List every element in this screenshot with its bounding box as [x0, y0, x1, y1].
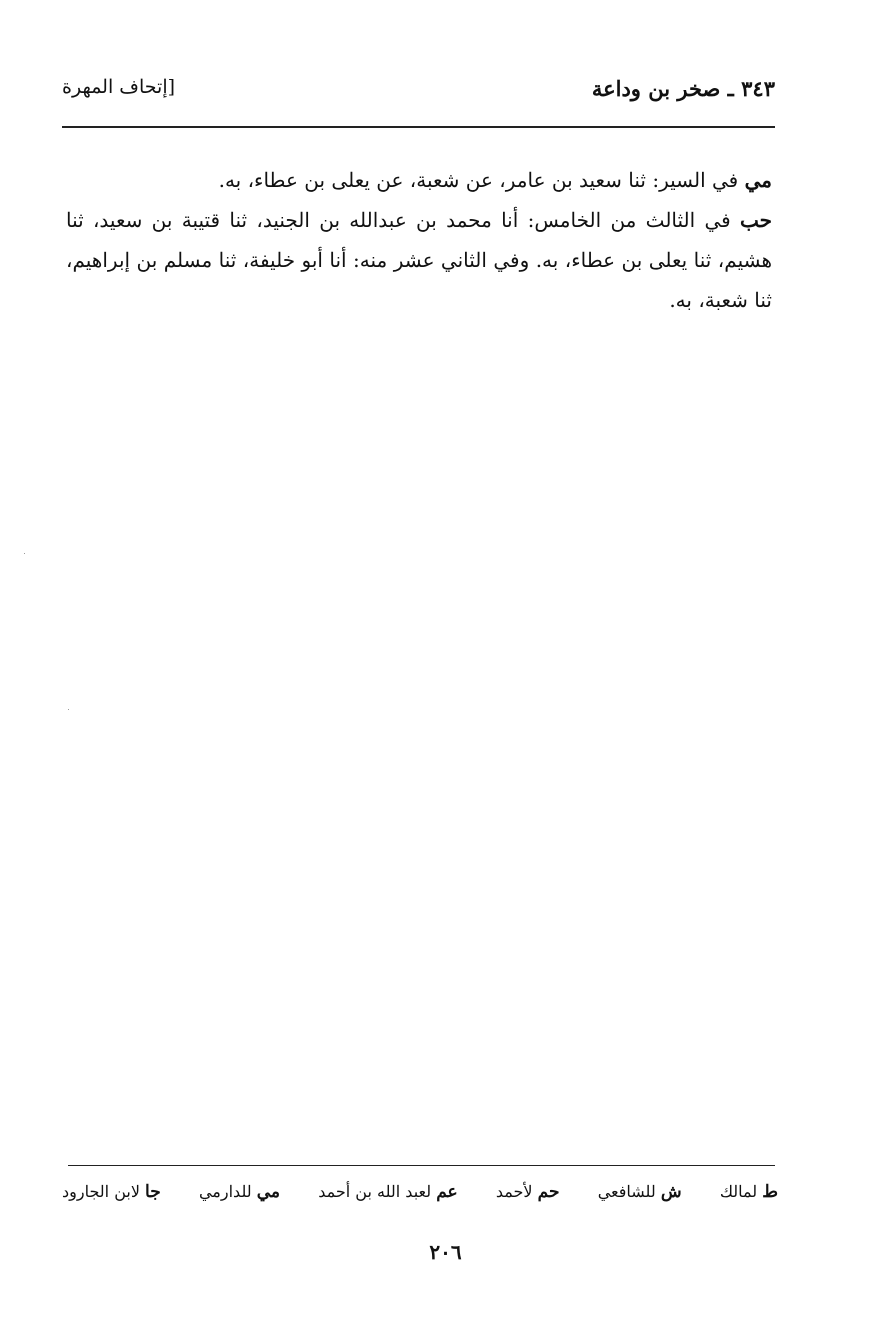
abbreviation-name: لمالك	[719, 1182, 758, 1201]
abbreviation-code: عم	[436, 1182, 458, 1202]
header-divider	[62, 126, 775, 128]
abbreviation-name: للشافعي	[597, 1182, 656, 1201]
abbreviation-key	[62, 1182, 778, 1202]
paragraph-darimi	[66, 160, 772, 200]
entry-title: ٣٤٣ ـ صخر بن وداعة	[591, 76, 775, 101]
abbreviation-name: لابن الجارود	[62, 1182, 140, 1201]
source-siglum: مي	[744, 168, 772, 192]
footer-divider	[68, 1165, 775, 1166]
abbreviation-name: لعبد الله بن أحمد	[318, 1182, 432, 1201]
abbreviation-code: ش	[660, 1182, 682, 1202]
scan-speck	[24, 553, 25, 554]
scan-speck	[68, 709, 69, 710]
abbreviation-code: مي	[256, 1182, 280, 1202]
paragraph-text: في الثالث من الخامس: أنا محمد بن عبدالله بن الجنيد، ثنا قتيبة بن سعيد، ثنا هشيم، ثنا يعلى بن عطاء، به. وفي الثاني عشر منه: أنا أبو خليفة، ثنا مسلم بن إبراهيم، ثنا شعبة، به.	[66, 208, 772, 312]
abbreviation-item	[318, 1182, 457, 1202]
abbreviation-name: للدارمي	[198, 1182, 252, 1201]
abbreviation-item	[62, 1182, 161, 1202]
main-text	[66, 160, 772, 320]
abbreviation-item	[598, 1182, 682, 1202]
paragraph-text: في السير: ثنا سعيد بن عامر، عن شعبة، عن يعلى بن عطاء، به.	[218, 168, 745, 192]
book-title: [إتحاف المهرة	[62, 76, 176, 98]
abbreviation-item	[199, 1182, 280, 1202]
abbreviation-name: لأحمد	[495, 1182, 533, 1201]
abbreviation-code: ط	[762, 1182, 778, 1202]
paragraph-ibn-hibban	[66, 200, 772, 320]
abbreviation-item	[496, 1182, 560, 1202]
abbreviation-code: حم	[537, 1182, 560, 1202]
page-number: ٢٠٦	[429, 1240, 462, 1264]
source-siglum: حب	[739, 208, 772, 232]
abbreviation-code: جا	[145, 1182, 161, 1202]
abbreviation-item	[720, 1182, 778, 1202]
running-header	[62, 76, 775, 112]
